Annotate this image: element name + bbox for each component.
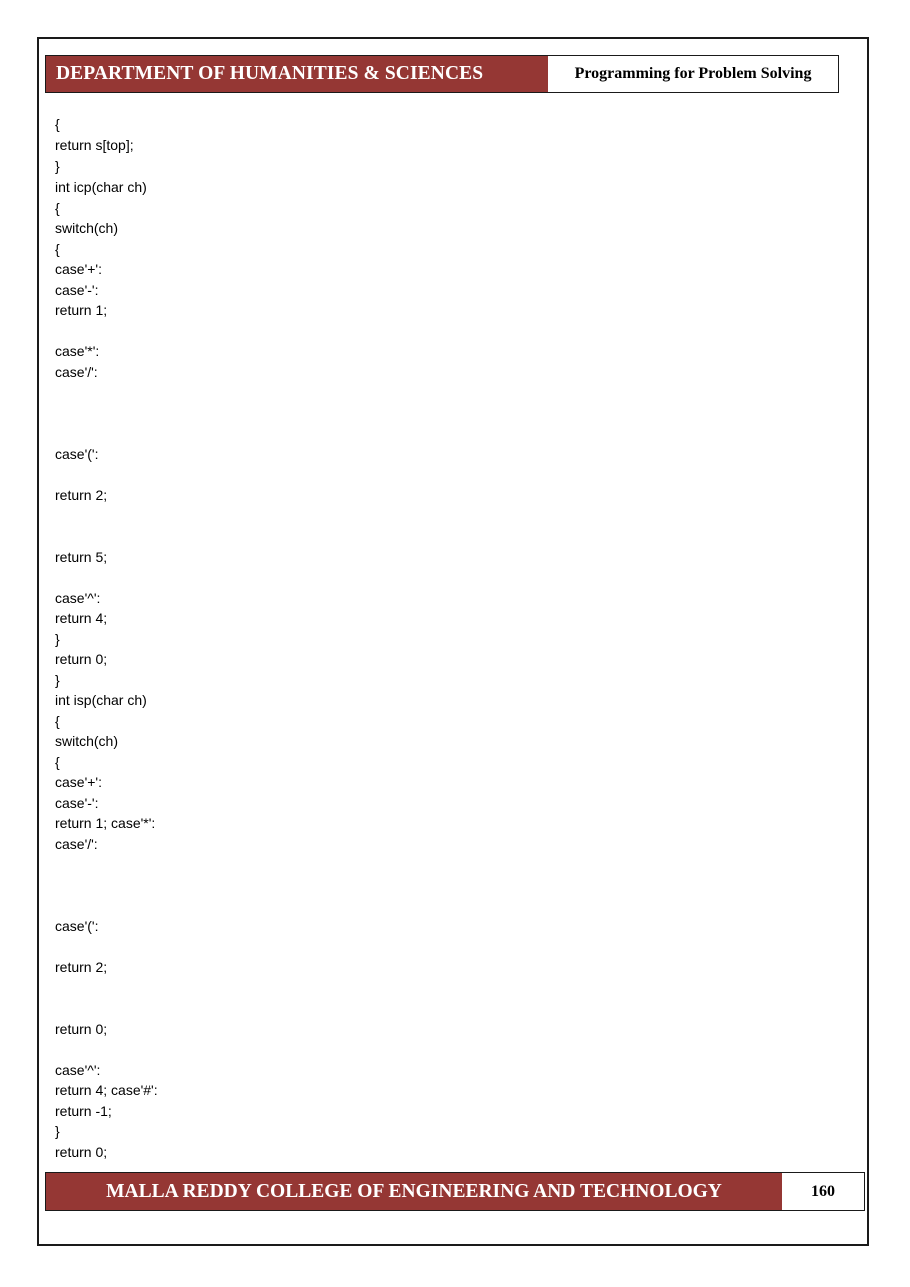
code-line: switch(ch) xyxy=(55,220,119,236)
code-line: return 0; xyxy=(55,1021,108,1037)
page-border xyxy=(37,37,869,1246)
code-line: case'-': xyxy=(55,282,99,298)
code-line: case'(': xyxy=(55,446,99,462)
code-line: { xyxy=(55,754,60,770)
department-title: DEPARTMENT OF HUMANITIES & SCIENCES xyxy=(46,56,548,92)
code-line: return 0; xyxy=(55,1144,108,1160)
code-line: case'*': xyxy=(55,343,100,359)
code-line: case'/': xyxy=(55,364,98,380)
code-line: return 2; xyxy=(55,487,108,503)
code-line: return 1; xyxy=(55,302,108,318)
code-line: case'^': xyxy=(55,1062,101,1078)
subject-title: Programming for Problem Solving xyxy=(548,56,838,92)
code-line: return 4; case'#': xyxy=(55,1082,158,1098)
college-name: MALLA REDDY COLLEGE OF ENGINEERING AND TECHNOLOGY xyxy=(46,1173,782,1210)
code-line: int isp(char ch) xyxy=(55,692,147,708)
code-line: return -1; xyxy=(55,1103,112,1119)
code-line: case'-': xyxy=(55,795,99,811)
code-line: return 1; case'*': xyxy=(55,815,156,831)
code-line: } xyxy=(55,158,60,174)
code-line: { xyxy=(55,200,60,216)
page-header xyxy=(45,55,839,93)
page-number: 160 xyxy=(782,1173,864,1210)
code-line: return 2; xyxy=(55,959,108,975)
code-line: return 4; xyxy=(55,610,108,626)
code-line: int icp(char ch) xyxy=(55,179,147,195)
code-line: case'/': xyxy=(55,836,98,852)
code-line: return s[top]; xyxy=(55,137,134,153)
code-line: return 0; xyxy=(55,651,108,667)
code-line: { xyxy=(55,241,60,257)
code-line: { xyxy=(55,713,60,729)
code-line: } xyxy=(55,1123,60,1139)
code-line: case'+': xyxy=(55,774,102,790)
code-line: { xyxy=(55,116,60,132)
code-line: case'^': xyxy=(55,590,101,606)
code-line: case'(': xyxy=(55,918,99,934)
page-footer xyxy=(45,1172,865,1211)
code-line: return 5; xyxy=(55,549,108,565)
code-line: switch(ch) xyxy=(55,733,119,749)
code-line: } xyxy=(55,672,60,688)
code-line: case'+': xyxy=(55,261,102,277)
code-line: } xyxy=(55,631,60,647)
